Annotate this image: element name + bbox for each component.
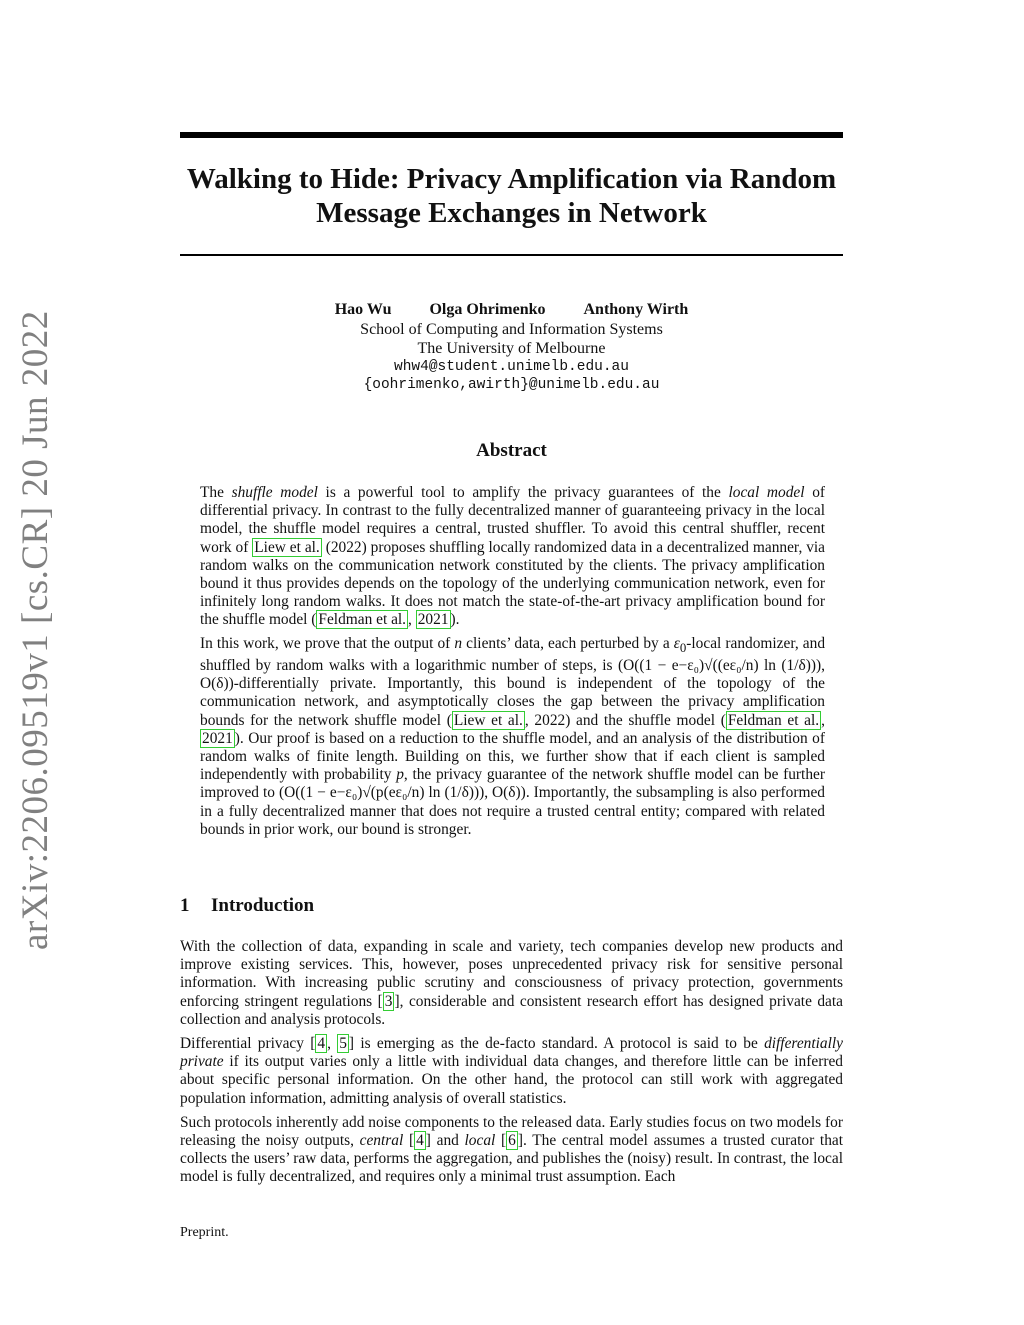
- citation-link[interactable]: Feldman et al.: [318, 611, 407, 629]
- author-name: Hao Wu: [334, 301, 392, 318]
- reference-link[interactable]: 4: [317, 1035, 326, 1053]
- abstract-paragraph-2: In this work, we prove that the output of n clients’ data, each perturbed by a $\varepsilon_0$-local randomizer, and shuffled by random walks with a logarithmic number of steps, is (O((1 − e−ε₀)√((eε₀/n) ln (1/δ))), O(δ))-differentially private. Importantly, this bound is independent of the topology of the communication network, and asymptotically closes the gap between the privacy amplification bounds for the network shuffle model ( Liew et al. , 2022) and the shuffle model ( Feldman et al. , 2021 ). Our proof is based on a reduction to the shuffle model, and an analysis of the distribution of random walks of finite length. Building on this, we further show that if each client is sampled independently with probability p, the privacy guarantee of the network shuffle model can be further improved to (O((1 − e−ε₀)√(p(eε₀/n) ln (1/δ))), O(δ)). Importantly, the subsampling is also performed in a fully decentralized manner that does not require a trusted central entity; compared with related bounds in prior work, our bound is stronger.: [200, 634, 826, 838]
- citation-link[interactable]: 2021: [417, 611, 449, 629]
- arxiv-stamp: arXiv:2206.09519v1 [cs.CR] 20 Jun 2022: [15, 310, 56, 950]
- title-rule-bottom: [180, 254, 843, 256]
- reference-link[interactable]: 3: [384, 992, 393, 1010]
- reference-link[interactable]: 4: [416, 1132, 424, 1150]
- email-2: {oohrimenko,awirth}@unimelb.edu.au: [363, 377, 660, 393]
- abstract-heading: Abstract: [476, 440, 547, 461]
- abstract-paragraph-1: The shuffle model is a powerful tool to amplify the privacy guarantees of the local model of differential privacy. In contrast to the fully decentralized manner of guaranteeing privacy in the local model, the shuffle model requires a central, trusted shuffler. To avoid this central shuffler, recent work of Liew et al. (2022) proposes shuffling locally randomized data in a decentralized manner, via random walks on the communication network constituted by the clients. The privacy amplification bound it thus provides depends on the topology of the underlying communication network, even for infinitely long random walks. It does not match the state-of-the-art privacy amplification bound for the shuffle model ( Feldman et al. , 2021 ).: [200, 484, 826, 629]
- footer-note: Preprint.: [180, 1225, 229, 1240]
- title-rule-top: [180, 132, 843, 138]
- introduction-body: [180, 938, 843, 1193]
- citation-link[interactable]: Liew et al.: [254, 538, 320, 556]
- author-name: Anthony Wirth: [583, 301, 689, 318]
- intro-paragraph-2: Differential privacy [ 4 , 5 ] is emerging as the de-facto standard. A protocol is said to be differentially private if its output varies only a little with individual data changes, and therefore little can be inferred about specific personal information. On the other hand, the protocol can still work with aggregated population information, admitting analysis of overall statistics.: [180, 1035, 843, 1107]
- citation-link[interactable]: Feldman et al.: [727, 711, 820, 729]
- citation-link[interactable]: 2021: [202, 729, 233, 747]
- paper-title: [180, 162, 843, 230]
- math-bound: (O((1 − e−ε₀)√(p(eε₀/n) ln (1/δ))), O(δ)): [278, 784, 526, 802]
- title-line-2: Message Exchanges in Network: [316, 197, 707, 229]
- affiliation-university: The University of Melbourne: [417, 340, 606, 357]
- citation-link[interactable]: Liew et al.: [453, 711, 523, 729]
- section-heading: 1 Introduction: [180, 895, 315, 916]
- reference-link[interactable]: 5: [339, 1035, 347, 1053]
- email-1: whw4@student.unimelb.edu.au: [394, 359, 629, 375]
- reference-link[interactable]: 6: [508, 1132, 516, 1150]
- abstract-body: [200, 484, 825, 844]
- title-line-1: Walking to Hide: Privacy Amplification via Random: [186, 163, 837, 195]
- affiliation-school: School of Computing and Information Systems: [360, 321, 663, 338]
- author-name: Olga Ohrimenko: [429, 301, 546, 318]
- math-bound: (O((1 − e−ε₀)√((eε₀/n) ln (1/δ))), O(δ)): [200, 656, 825, 693]
- intro-paragraph-3: Such protocols inherently add noise components to the released data. Early studies focus on two models for releasing the noisy outputs, central [ 4 ] and local [ 6 ]. The central model assumes a trusted curator that collects the users’ raw data, performs the aggregation, and publishes the (noisy) result. In contrast, the local model is fully decentralized, and requires only a minimal trust assumption. Each: [180, 1113, 844, 1186]
- author-list: [180, 300, 843, 320]
- intro-paragraph-1: With the collection of data, expanding in scale and variety, tech companies develop new products and improve existing services. This, however, poses unprecedented privacy risk for sensitive personal information. With increasing public scrutiny and consciousness of privacy protection, governments enforcing stringent regulations [ 3 ], considerable and consistent research effort has designed private data collection and analysis protocols.: [180, 938, 843, 1028]
